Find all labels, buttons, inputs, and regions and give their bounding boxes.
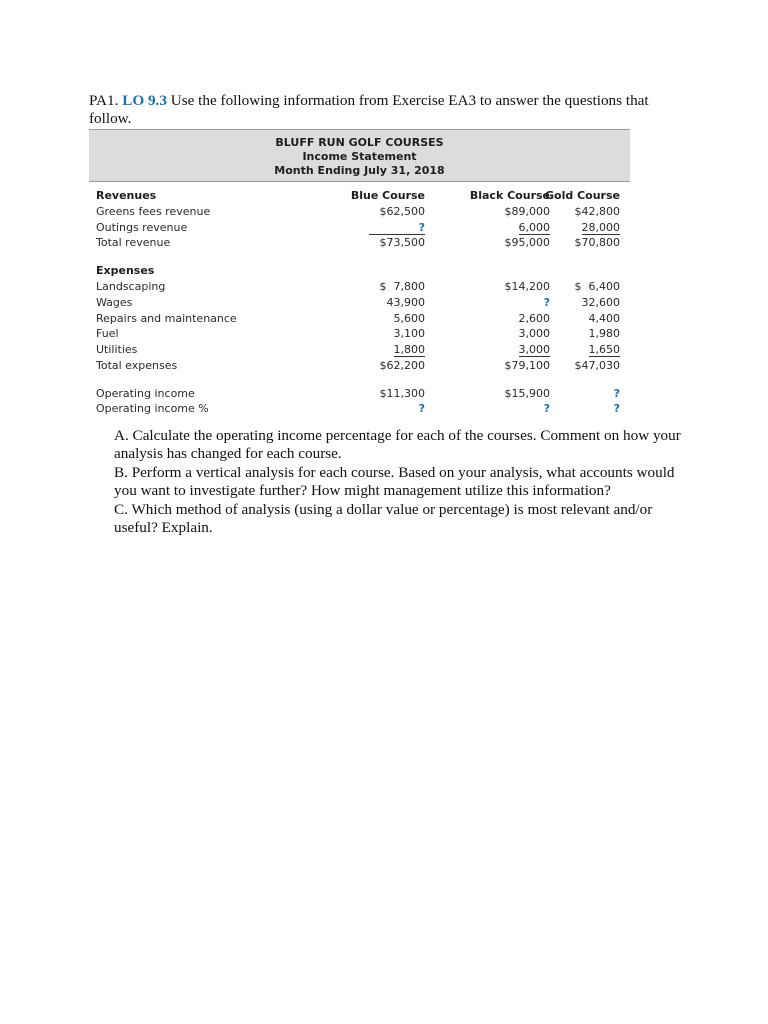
cell-value: $11,300 xyxy=(379,387,425,400)
cell-value: $89,000 xyxy=(504,205,550,218)
cell-value: $14,200 xyxy=(504,280,550,293)
intro-text: Use the following information from Exercise EA3 to answer the questions that follow. xyxy=(89,92,649,127)
statement-name: Income Statement xyxy=(302,150,417,163)
cell-value: $ 6,400 xyxy=(574,280,620,293)
cell-value: 3,100 xyxy=(393,327,425,340)
cell-value: $62,200 xyxy=(379,359,425,372)
row-label-wages: Wages xyxy=(96,296,133,309)
cell-value: $47,030 xyxy=(574,359,620,372)
cell-value: 2,600 xyxy=(518,312,550,325)
cell-value: 1,650 xyxy=(588,343,620,356)
cell-value-unknown: ? xyxy=(613,402,620,415)
income-statement-figure xyxy=(89,129,630,418)
cell-value: 28,000 xyxy=(581,221,620,234)
expenses-heading: Expenses xyxy=(96,264,155,277)
company-name: BLUFF RUN GOLF COURSES xyxy=(275,136,444,149)
cell-value: $15,900 xyxy=(504,387,550,400)
cell-value: 4,400 xyxy=(588,312,620,325)
row-label-operating-income: Operating income xyxy=(96,387,195,400)
question-c: C. Which method of analysis (using a dollar value or percentage) is most relevant and/or useful? Explain. xyxy=(114,500,653,537)
problem-intro xyxy=(89,92,679,128)
cell-value: $62,500 xyxy=(379,205,425,218)
cell-value: 1,800 xyxy=(393,343,425,356)
learning-objective-link[interactable]: LO 9.3 xyxy=(122,92,167,109)
cell-value: $95,000 xyxy=(504,236,550,249)
row-label-repairs: Repairs and maintenance xyxy=(96,312,237,325)
cell-value-unknown: ? xyxy=(543,402,550,415)
cell-value-unknown: ? xyxy=(369,221,425,235)
column-header-gold: Gold Course xyxy=(545,189,620,202)
statement-period: Month Ending July 31, 2018 xyxy=(274,164,445,177)
question-b: B. Perform a vertical analysis for each course. Based on your analysis, what accounts would you want to investigate further? How might management utilize this information? xyxy=(114,463,675,500)
cell-value: 3,000 xyxy=(518,343,550,356)
row-label-outings: Outings revenue xyxy=(96,221,188,234)
row-label-total-revenue: Total revenue xyxy=(96,236,171,249)
statement-header xyxy=(89,129,630,182)
cell-value: 43,900 xyxy=(386,296,425,309)
cell-value: $79,100 xyxy=(504,359,550,372)
column-header-blue: Blue Course xyxy=(350,189,425,202)
row-label-landscaping: Landscaping xyxy=(96,280,166,293)
question-a: A. Calculate the operating income percentage for each of the courses. Comment on how your analysis has changed for each course. xyxy=(114,427,681,463)
cell-value: 1,980 xyxy=(588,327,620,340)
column-header-black: Black Course xyxy=(469,189,550,202)
cell-value: 32,600 xyxy=(581,296,620,309)
row-label-operating-percent: Operating income % xyxy=(96,402,209,415)
cell-value: 6,000 xyxy=(518,221,550,234)
question-list xyxy=(114,427,684,537)
revenues-heading: Revenues xyxy=(96,189,157,202)
cell-value: $ 7,800 xyxy=(379,280,425,293)
cell-value: $73,500 xyxy=(379,236,425,249)
row-label-fuel: Fuel xyxy=(96,327,119,340)
cell-value: $70,800 xyxy=(574,236,620,249)
cell-value: 3,000 xyxy=(518,327,550,340)
problem-number: PA1. xyxy=(89,92,123,109)
cell-value: $42,800 xyxy=(574,205,620,218)
cell-value-unknown: ? xyxy=(613,387,620,400)
row-label-greens: Greens fees revenue xyxy=(96,205,211,218)
row-label-total-expenses: Total expenses xyxy=(96,359,178,372)
row-label-utilities: Utilities xyxy=(96,343,138,356)
cell-value-unknown: ? xyxy=(418,402,425,415)
cell-value: 5,600 xyxy=(393,312,425,325)
cell-value-unknown: ? xyxy=(543,296,550,309)
